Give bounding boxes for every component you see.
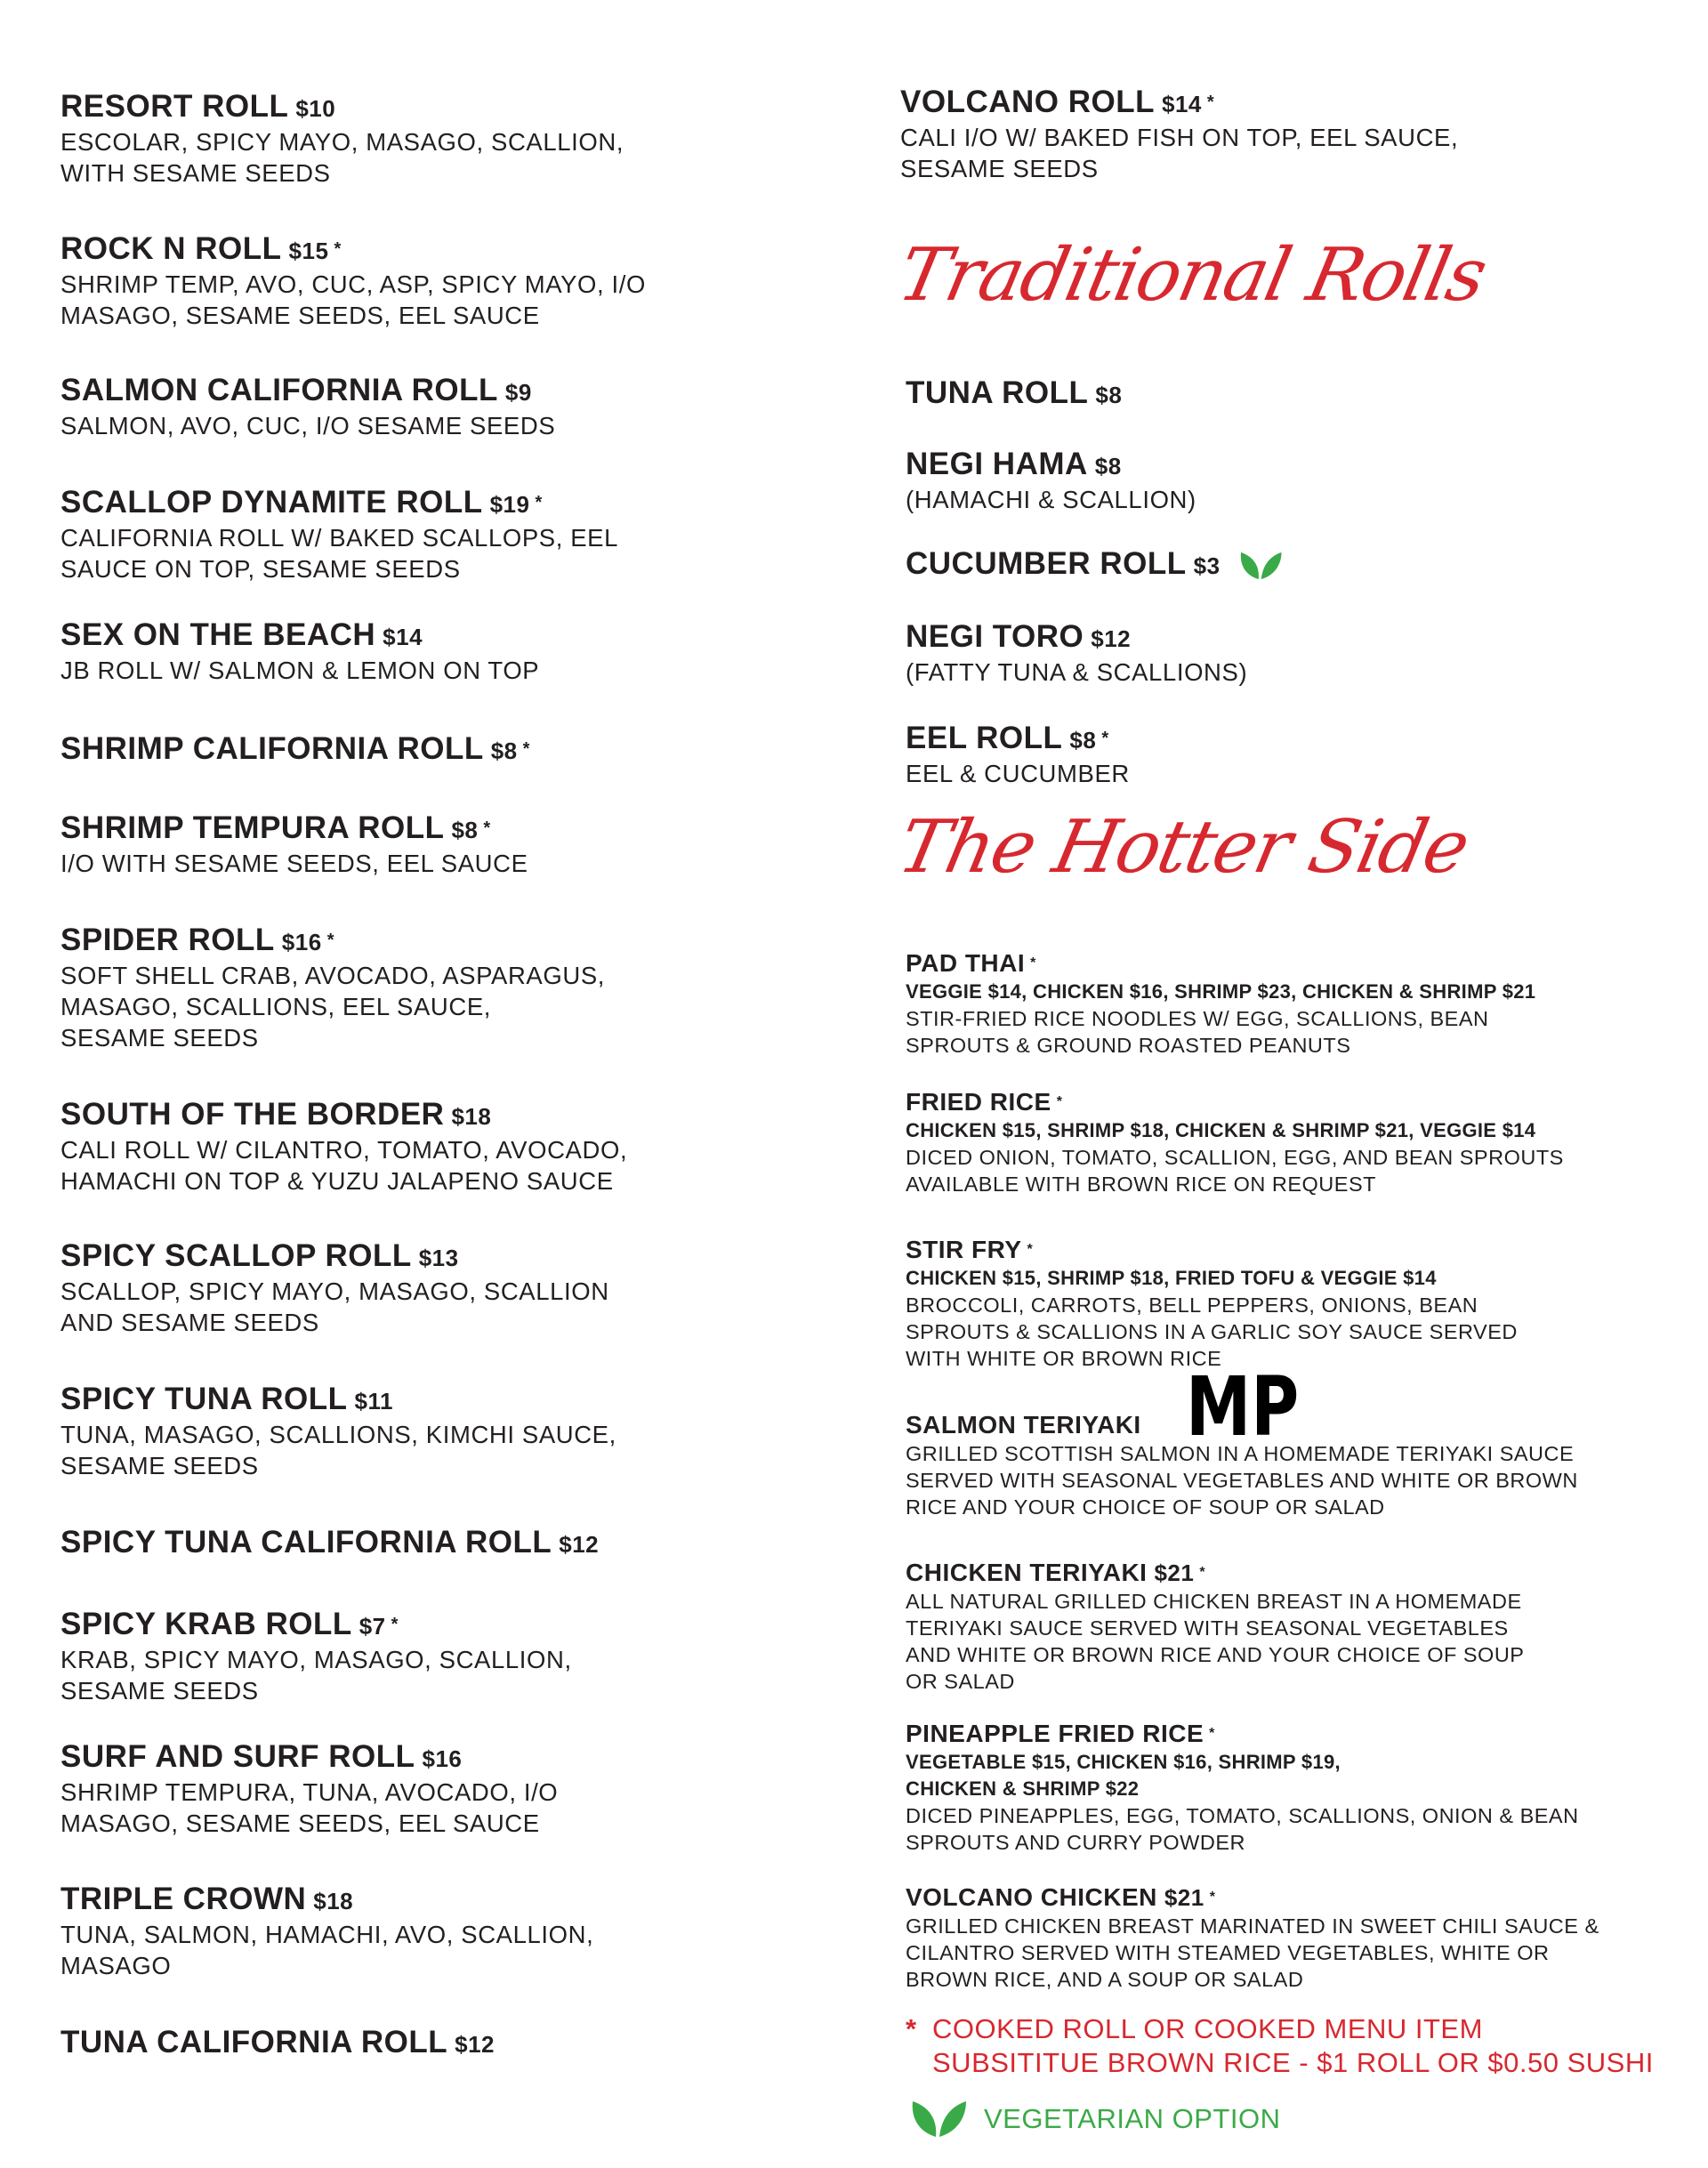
menu-item <box>906 1410 1697 1520</box>
item-description: AND SESAME SEEDS <box>60 1309 319 1336</box>
item-description: SPROUTS & SCALLIONS IN A GARLIC SOY SAUCE SERVED <box>906 1320 1518 1343</box>
item-description: WITH WHITE OR BROWN RICE <box>906 1347 1222 1370</box>
item-title <box>906 546 1697 584</box>
item-price-options: CHICKEN $15, SHRIMP $18, FRIED TOFU & VEGGIE $14 <box>906 1267 1437 1289</box>
item-name: TUNA ROLL <box>906 375 1089 410</box>
item-name: SALMON TERIYAKI <box>906 1411 1141 1439</box>
menu-item <box>60 1739 826 1839</box>
item-title <box>60 485 826 522</box>
item-title <box>60 1882 826 1919</box>
item-title <box>60 1382 826 1419</box>
item-title <box>906 1882 1697 1913</box>
item-description: TERIYAKI SAUCE SERVED WITH SEASONAL VEGETABLES <box>906 1616 1509 1640</box>
item-price: $12 <box>455 2031 495 2058</box>
menu-item <box>906 1882 1697 1993</box>
item-name: TRIPLE CROWN <box>60 1882 307 1916</box>
cooked-asterisk-icon: * <box>535 493 543 512</box>
item-description: MASAGO, SCALLIONS, EEL SAUCE, <box>60 993 492 1020</box>
item-description: SCALLOP, SPICY MAYO, MASAGO, SCALLION <box>60 1277 609 1305</box>
item-description: I/O WITH SESAME SEEDS, EEL SAUCE <box>60 850 528 877</box>
menu-item <box>906 1558 1697 1695</box>
item-title <box>60 1607 826 1644</box>
item-price: $11 <box>354 1388 393 1414</box>
menu-item <box>906 447 1697 515</box>
cooked-asterisk-icon: * <box>1199 1565 1206 1580</box>
menu-item <box>60 1097 826 1197</box>
menu-item <box>60 1882 826 1981</box>
item-price: $12 <box>559 1531 600 1558</box>
item-title <box>60 731 826 769</box>
menu-item <box>906 1719 1697 1856</box>
menu-item <box>60 1382 826 1481</box>
menu-item <box>906 1235 1697 1372</box>
item-description: MASAGO, SESAME SEEDS, EEL SAUCE <box>60 302 540 329</box>
item-description: MASAGO <box>60 1952 172 1979</box>
menu-item <box>900 85 1692 184</box>
footnote-line: SUBSITITUE BROWN RICE - $1 ROLL OR $0.50 SUSHI <box>932 2047 1654 2078</box>
item-name: SPICY TUNA CALIFORNIA ROLL <box>60 1525 552 1560</box>
item-price: $8 <box>490 737 518 764</box>
item-title <box>906 948 1697 979</box>
item-name: VOLCANO CHICKEN <box>906 1883 1157 1911</box>
item-description: SESAME SEEDS <box>60 1452 259 1479</box>
hotter-side-heading: The Hotter Side <box>890 805 1476 890</box>
item-price: $12 <box>1091 625 1132 652</box>
item-description: SOFT SHELL CRAB, AVOCADO, ASPARAGUS, <box>60 962 606 989</box>
item-price: $19 <box>489 491 530 518</box>
item-price: $21 <box>1164 1884 1204 1911</box>
item-name: SPIDER ROLL <box>60 923 275 957</box>
item-title <box>60 1739 826 1777</box>
menu-item <box>60 1238 826 1338</box>
item-price: $16 <box>281 929 322 955</box>
item-description: TUNA, MASAGO, SCALLIONS, KIMCHI SAUCE, <box>60 1421 616 1448</box>
item-name: CUCUMBER ROLL <box>906 546 1187 581</box>
item-description: CALI ROLL W/ CILANTRO, TOMATO, AVOCADO, <box>60 1136 628 1164</box>
item-name: PAD THAI <box>906 949 1026 977</box>
item-title <box>60 2025 826 2062</box>
item-price: $21 <box>1154 1560 1195 1586</box>
item-name: ROCK N ROLL <box>60 231 282 266</box>
item-description: SERVED WITH SEASONAL VEGETABLES AND WHITE OR BROWN <box>906 1469 1578 1492</box>
item-description: GRILLED CHICKEN BREAST MARINATED IN SWEET CHILI SAUCE & <box>906 1914 1599 1938</box>
cooked-asterisk-icon: * <box>1030 955 1036 971</box>
menu-item <box>906 546 1697 584</box>
item-name: FRIED RICE <box>906 1088 1051 1116</box>
cooked-asterisk-icon: * <box>326 931 334 950</box>
item-description: DICED PINEAPPLES, EGG, TOMATO, SCALLIONS, ONION & BEAN <box>906 1804 1579 1827</box>
item-title <box>60 1097 826 1134</box>
item-price: $14 <box>1161 91 1202 117</box>
vegetarian-leaf-icon <box>1238 551 1283 581</box>
item-description: (FATTY TUNA & SCALLIONS) <box>906 658 1248 686</box>
item-title <box>60 1525 826 1562</box>
item-title <box>906 447 1697 484</box>
asterisk-icon: * <box>906 2013 917 2044</box>
item-title <box>906 1558 1697 1588</box>
cooked-asterisk-icon: * <box>391 1615 399 1634</box>
item-name: EEL ROLL <box>906 721 1063 755</box>
item-description: SHRIMP TEMPURA, TUNA, AVOCADO, I/O <box>60 1778 559 1806</box>
item-title <box>906 721 1697 758</box>
item-name: TUNA CALIFORNIA ROLL <box>60 2025 448 2059</box>
item-name: SALMON CALIFORNIA ROLL <box>60 373 498 407</box>
menu-item <box>60 731 826 769</box>
item-title <box>60 617 826 655</box>
item-description: TUNA, SALMON, HAMACHI, AVO, SCALLION, <box>60 1921 594 1948</box>
item-price: $8 <box>1094 453 1122 480</box>
item-price: $18 <box>451 1103 492 1130</box>
cooked-asterisk-icon: * <box>1027 1242 1034 1257</box>
item-price: $8 <box>1095 382 1123 408</box>
item-description: SESAME SEEDS <box>60 1677 259 1705</box>
item-description: RICE AND YOUR CHOICE OF SOUP OR SALAD <box>906 1495 1385 1519</box>
item-description: ALL NATURAL GRILLED CHICKEN BREAST IN A HOMEMADE <box>906 1590 1522 1613</box>
item-title <box>60 810 826 848</box>
item-title <box>900 85 1692 122</box>
cooked-footnote <box>906 2012 1654 2080</box>
item-title <box>906 375 1697 413</box>
leaf-icon <box>909 2099 968 2139</box>
item-name: STIR FRY <box>906 1236 1022 1263</box>
item-name: SEX ON THE BEACH <box>60 617 376 652</box>
item-description: SHRIMP TEMP, AVO, CUC, ASP, SPICY MAYO, I/O <box>60 270 646 298</box>
cooked-asterisk-icon: * <box>522 739 530 759</box>
menu-item <box>60 485 826 584</box>
menu-item <box>906 619 1697 688</box>
item-price: $9 <box>504 379 532 406</box>
item-description: STIR-FRIED RICE NOODLES W/ EGG, SCALLIONS, BEAN <box>906 1007 1489 1030</box>
item-description: OR SALAD <box>906 1670 1015 1693</box>
item-description: CALI I/O W/ BAKED FISH ON TOP, EEL SAUCE, <box>900 124 1459 151</box>
menu-item <box>60 810 826 879</box>
item-price-options: CHICKEN & SHRIMP $22 <box>906 1777 1140 1800</box>
item-name: PINEAPPLE FRIED RICE <box>906 1720 1204 1747</box>
item-price: $8 <box>1069 727 1097 754</box>
menu-item <box>60 89 826 189</box>
item-description: JB ROLL W/ SALMON & LEMON ON TOP <box>60 657 540 684</box>
item-description: HAMACHI ON TOP & YUZU JALAPENO SAUCE <box>60 1167 614 1195</box>
item-name: SHRIMP CALIFORNIA ROLL <box>60 731 484 766</box>
item-title <box>906 1235 1697 1265</box>
item-description: SPROUTS & GROUND ROASTED PEANUTS <box>906 1034 1351 1057</box>
cooked-asterisk-icon: * <box>1209 1726 1215 1741</box>
item-title <box>906 1087 1697 1117</box>
item-title <box>60 231 826 269</box>
item-price-options: VEGETABLE $15, CHICKEN $16, SHRIMP $19, <box>906 1751 1341 1773</box>
item-description: GRILLED SCOTTISH SALMON IN A HOMEMADE TERIYAKI SAUCE <box>906 1442 1575 1465</box>
cooked-asterisk-icon: * <box>1209 1890 1216 1905</box>
traditional-rolls-heading: Traditional Rolls <box>890 233 1493 318</box>
menu-item <box>60 231 826 331</box>
item-price: $8 <box>451 817 479 843</box>
menu-item <box>906 721 1697 789</box>
item-name: RESORT ROLL <box>60 89 289 124</box>
item-title <box>60 923 826 960</box>
item-description: SALMON, AVO, CUC, I/O SESAME SEEDS <box>60 412 556 439</box>
item-description: SPROUTS AND CURRY POWDER <box>906 1831 1245 1854</box>
item-price: $15 <box>288 238 329 264</box>
item-name: SPICY KRAB ROLL <box>60 1607 352 1641</box>
item-name: NEGI TORO <box>906 619 1084 654</box>
footnote-line: COOKED ROLL OR COOKED MENU ITEM <box>932 2013 1483 2044</box>
menu-item <box>60 617 826 686</box>
item-description: SESAME SEEDS <box>60 1024 259 1052</box>
item-description: BROWN RICE, AND A SOUP OR SALAD <box>906 1968 1304 1991</box>
menu-item <box>60 923 826 1053</box>
cooked-asterisk-icon: * <box>334 239 342 259</box>
item-name: NEGI HAMA <box>906 447 1088 481</box>
item-price-options: CHICKEN $15, SHRIMP $18, CHICKEN & SHRIMP $21, VEGGIE $14 <box>906 1119 1536 1141</box>
item-description: KRAB, SPICY MAYO, MASAGO, SCALLION, <box>60 1646 572 1673</box>
item-price: $14 <box>383 624 423 650</box>
item-price: $10 <box>295 95 336 122</box>
item-price: $16 <box>422 1745 463 1772</box>
cooked-asterisk-icon: * <box>1056 1094 1063 1109</box>
item-name: CHICKEN TERIYAKI <box>906 1559 1148 1586</box>
item-name: SCALLOP DYNAMITE ROLL <box>60 485 483 520</box>
item-description: SESAME SEEDS <box>900 155 1099 182</box>
item-description: AVAILABLE WITH BROWN RICE ON REQUEST <box>906 1173 1376 1196</box>
item-description: AND WHITE OR BROWN RICE AND YOUR CHOICE OF SOUP <box>906 1643 1525 1666</box>
item-title <box>60 89 826 126</box>
item-price: $13 <box>418 1245 459 1271</box>
item-name: SURF AND SURF ROLL <box>60 1739 415 1774</box>
menu-item <box>60 373 826 441</box>
handwritten-market-price: MP <box>1186 1359 1300 1455</box>
menu-item <box>906 375 1697 413</box>
cooked-asterisk-icon: * <box>1101 729 1109 748</box>
item-price: $3 <box>1193 552 1221 579</box>
item-name: VOLCANO ROLL <box>900 85 1155 119</box>
vegetarian-legend-label: VEGETARIAN OPTION <box>984 2103 1281 2134</box>
item-description: (HAMACHI & SCALLION) <box>906 486 1196 513</box>
item-description: EEL & CUCUMBER <box>906 760 1130 787</box>
item-title <box>60 1238 826 1276</box>
item-title <box>906 619 1697 657</box>
item-description: WITH SESAME SEEDS <box>60 159 331 187</box>
menu-item <box>60 1607 826 1706</box>
item-name: SPICY TUNA ROLL <box>60 1382 348 1416</box>
menu-item <box>906 1087 1697 1197</box>
item-description: DICED ONION, TOMATO, SCALLION, EGG, AND BEAN SPROUTS <box>906 1146 1564 1169</box>
item-name: SPICY SCALLOP ROLL <box>60 1238 412 1273</box>
item-name: SOUTH OF THE BORDER <box>60 1097 445 1132</box>
item-price: $7 <box>359 1613 386 1640</box>
menu-item <box>60 2025 826 2062</box>
item-name: SHRIMP TEMPURA ROLL <box>60 810 445 845</box>
item-price-options: VEGGIE $14, CHICKEN $16, SHRIMP $23, CHICKEN & SHRIMP $21 <box>906 980 1536 1003</box>
item-description: CALIFORNIA ROLL W/ BAKED SCALLOPS, EEL <box>60 524 618 552</box>
item-description: ESCOLAR, SPICY MAYO, MASAGO, SCALLION, <box>60 128 624 156</box>
item-description: MASAGO, SESAME SEEDS, EEL SAUCE <box>60 1809 540 1837</box>
menu-item <box>906 948 1697 1059</box>
item-description: BROCCOLI, CARROTS, BELL PEPPERS, ONIONS, BEAN <box>906 1294 1478 1317</box>
item-title <box>906 1410 1697 1440</box>
cooked-asterisk-icon: * <box>483 818 491 838</box>
item-title <box>906 1719 1697 1749</box>
cooked-asterisk-icon: * <box>1206 93 1215 112</box>
item-price: $18 <box>313 1888 354 1914</box>
item-description: CILANTRO SERVED WITH STEAMED VEGETABLES, WHITE OR <box>906 1941 1550 1964</box>
vegetarian-legend <box>909 2099 1280 2139</box>
item-description: SAUCE ON TOP, SESAME SEEDS <box>60 555 461 583</box>
item-title <box>60 373 826 410</box>
menu-item <box>60 1525 826 1562</box>
